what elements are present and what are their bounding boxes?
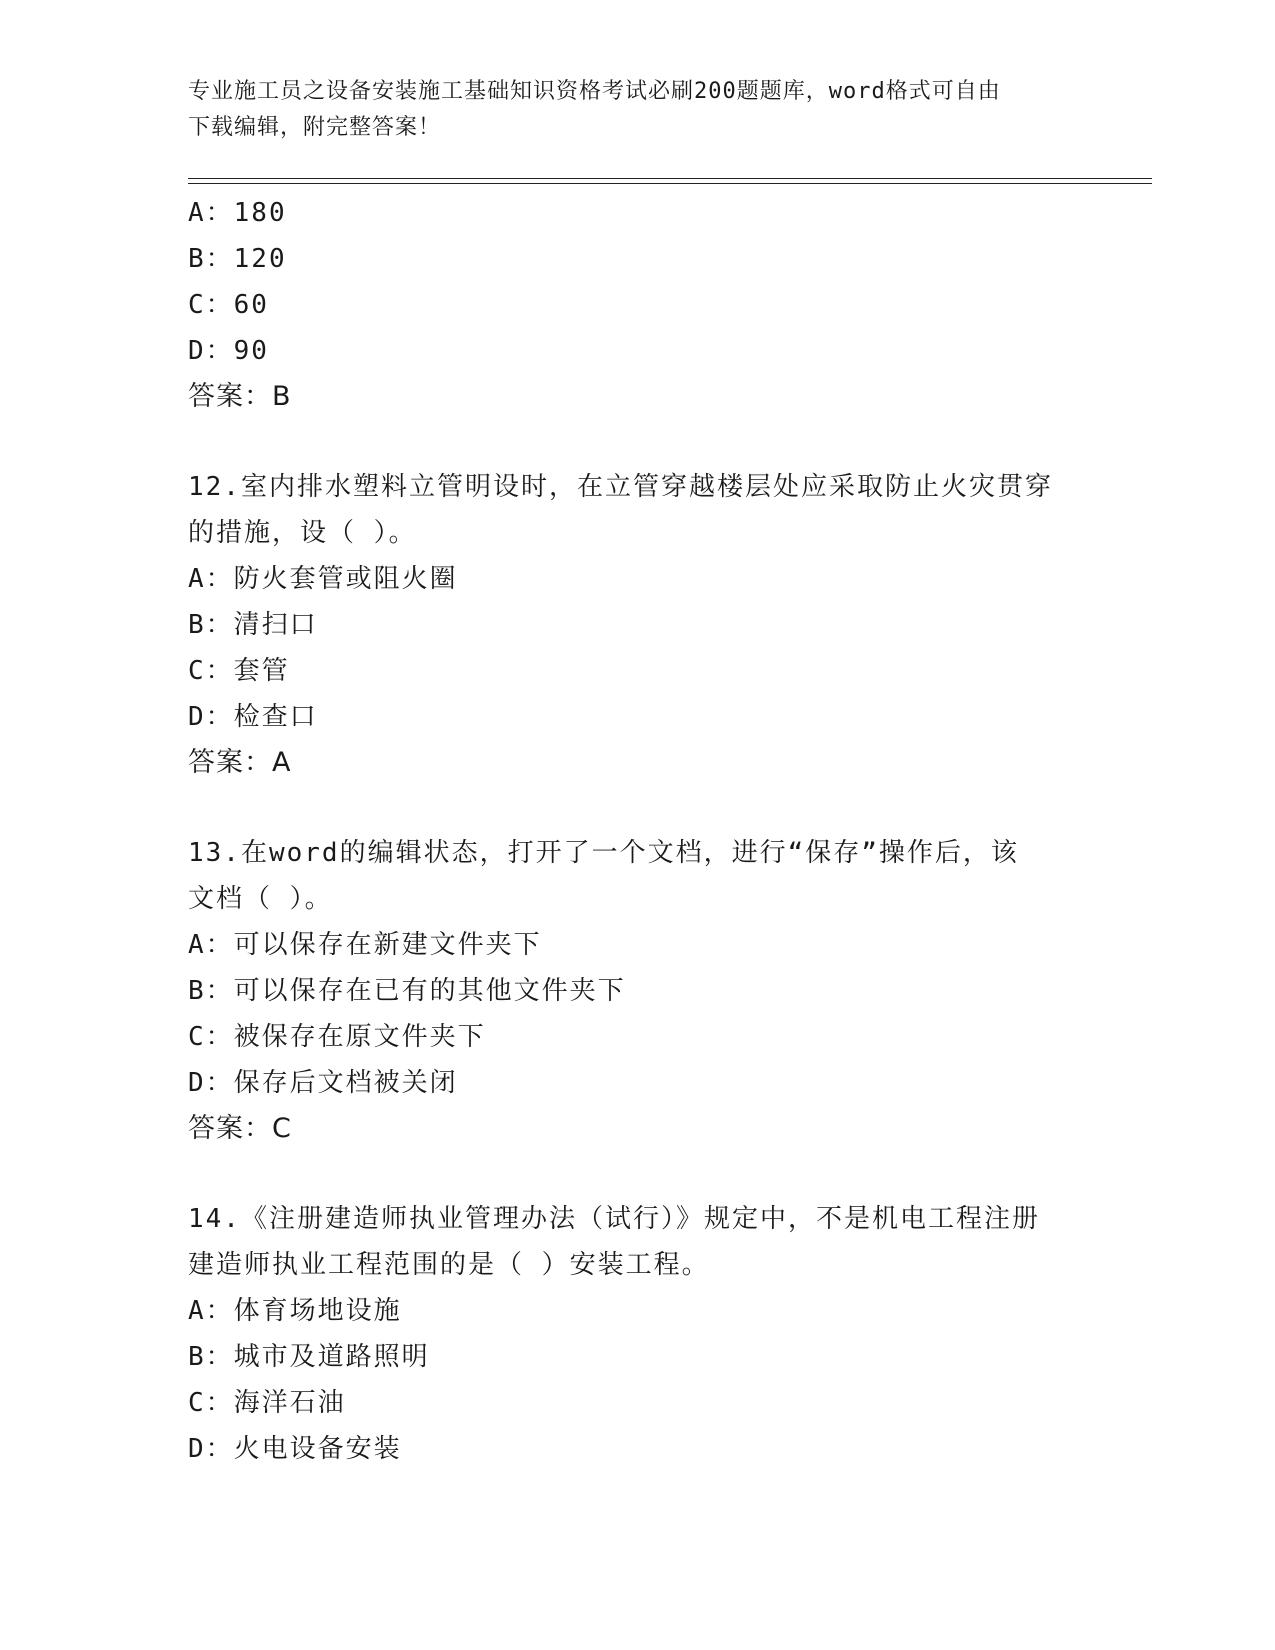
option-a: A：防火套管或阻火圈 xyxy=(188,564,458,594)
answer: 答案：C xyxy=(188,1113,292,1144)
option-d: D：保存后文档被关闭 xyxy=(188,1068,458,1098)
question-stem-line-1: 14.《注册建造师执业管理办法（试行）》规定中，不是机电工程注册 xyxy=(188,1204,1040,1234)
question-13 xyxy=(188,830,1088,1152)
option-a: A：180 xyxy=(188,198,287,228)
header-line-1: 专业施工员之设备安装施工基础知识资格考试必刷200题题库，word格式可自由 xyxy=(188,79,1001,104)
option-b: B：城市及道路照明 xyxy=(188,1342,430,1372)
document-header xyxy=(188,74,1068,146)
question-stem-line-1: 12.室内排水塑料立管明设时，在立管穿越楼层处应采取防止火灾贯穿 xyxy=(188,472,1053,502)
question-14 xyxy=(188,1196,1088,1472)
option-d: D：火电设备安装 xyxy=(188,1434,402,1464)
option-c: C：60 xyxy=(188,290,269,320)
option-c: C：套管 xyxy=(188,656,290,686)
question-11-tail xyxy=(188,190,1088,420)
question-stem-line-2: 的措施，设（ ）。 xyxy=(188,518,417,548)
option-d: D：检查口 xyxy=(188,702,318,732)
header-line-2: 下载编辑，附完整答案！ xyxy=(188,115,442,140)
answer: 答案：B xyxy=(188,381,292,412)
header-divider-bottom xyxy=(188,183,1152,184)
question-stem-line-1: 13.在word的编辑状态，打开了一个文档，进行“保存”操作后，该 xyxy=(188,838,1019,868)
option-b: B：120 xyxy=(188,244,287,274)
option-c: C：海洋石油 xyxy=(188,1388,346,1418)
option-a: A：可以保存在新建文件夹下 xyxy=(188,930,542,960)
option-b: B：可以保存在已有的其他文件夹下 xyxy=(188,976,626,1006)
question-12 xyxy=(188,464,1088,786)
option-d: D：90 xyxy=(188,336,269,366)
question-stem-line-2: 建造师执业工程范围的是（ ）安装工程。 xyxy=(188,1250,710,1280)
question-stem-line-2: 文档（ ）。 xyxy=(188,884,333,914)
question-list xyxy=(188,190,1088,1472)
option-c: C：被保存在原文件夹下 xyxy=(188,1022,486,1052)
option-b: B：清扫口 xyxy=(188,610,318,640)
answer: 答案：A xyxy=(188,747,292,778)
option-a: A：体育场地设施 xyxy=(188,1296,402,1326)
header-divider-top xyxy=(188,178,1152,179)
